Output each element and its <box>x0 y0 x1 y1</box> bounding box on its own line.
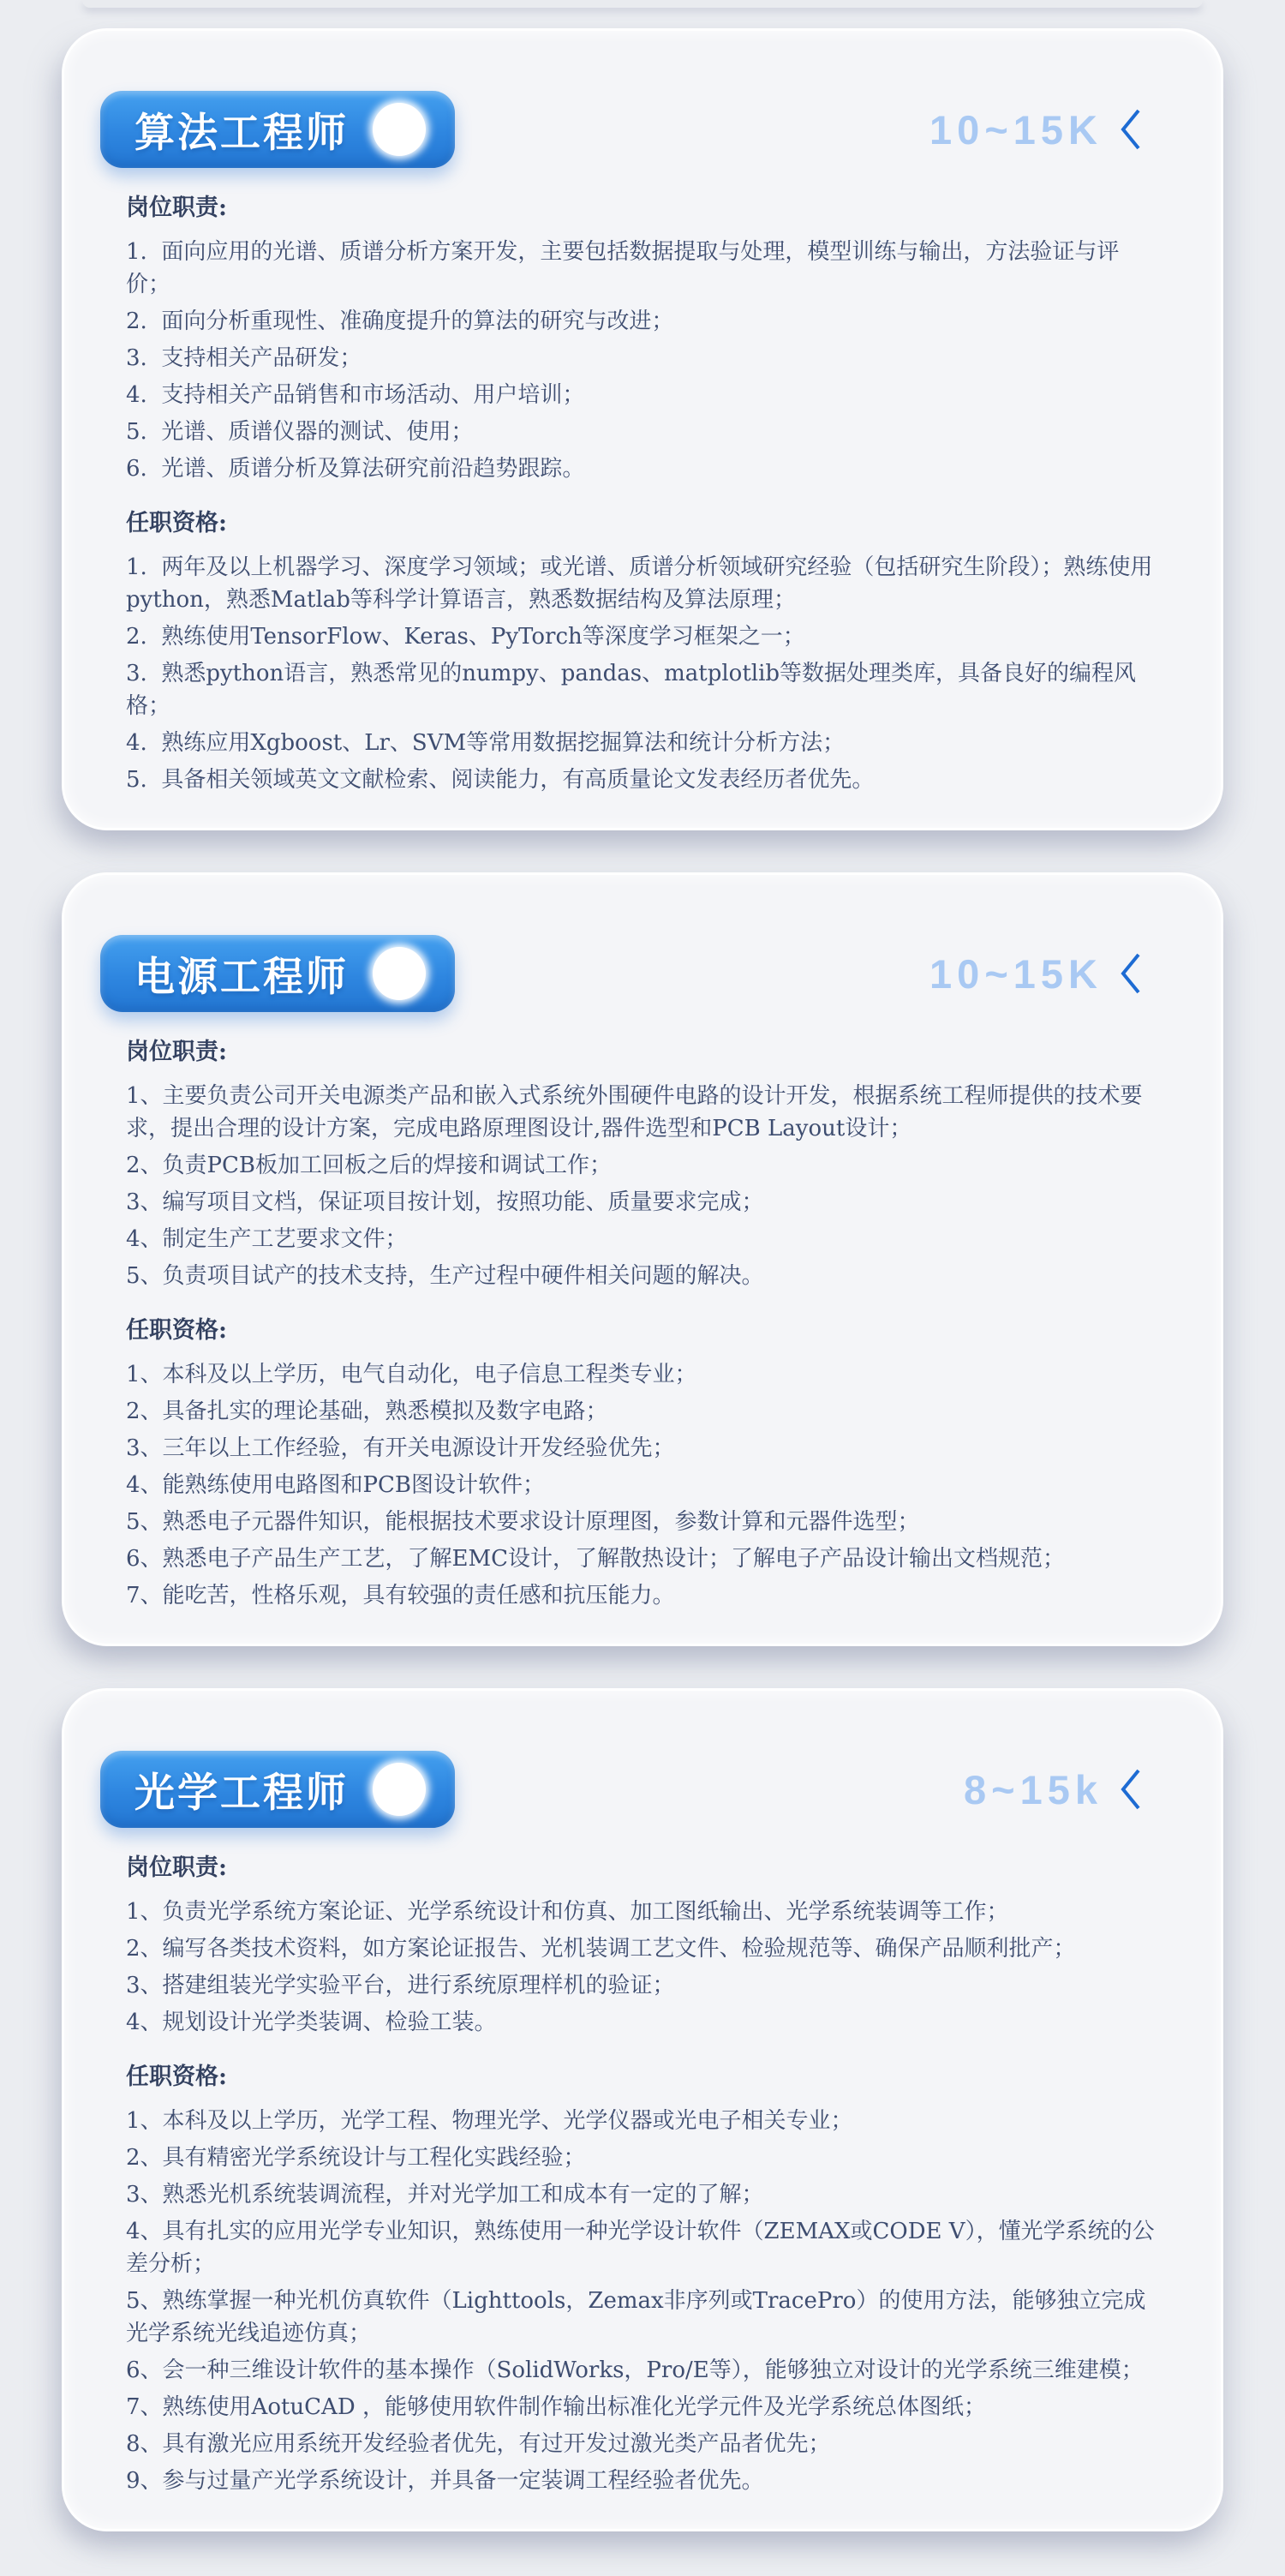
requirements-heading: 任职资格: <box>126 510 227 536</box>
chevron-left-icon[interactable] <box>1118 950 1142 997</box>
requirement-item: 1. 两年及以上机器学习、深度学习领域；或光谱、质谱分析领域研究经验（包括研究生阶段）；熟练使用python，熟悉Matlab等科学计算语言，熟悉数据结构及算法原理； <box>126 554 1153 613</box>
job-title-badge <box>100 91 455 168</box>
requirement-item: 1、本科及以上学历，电气自动化，电子信息工程类专业； <box>126 1362 697 1387</box>
requirements-heading: 任职资格: <box>126 1317 227 1344</box>
duty-item: 6. 光谱、质谱分析及算法研究前沿趋势跟踪。 <box>126 456 585 482</box>
requirements-list <box>126 2105 1159 2497</box>
requirement-item: 2、具有精密光学系统设计与工程化实践经验； <box>126 2145 586 2171</box>
job-card-body <box>64 1828 1221 2529</box>
requirements-heading: 任职资格: <box>126 2064 227 2090</box>
duties-heading: 岗位职责: <box>126 195 227 221</box>
requirement-item: 5、熟悉电子元器件知识，能根据技术要求设计原理图，参数计算和元器件选型； <box>126 1509 920 1535</box>
requirement-item: 7、熟练使用AotuCAD ，能够使用软件制作输出标准化光学元件及光学系统总体图纸； <box>126 2394 986 2420</box>
duties-heading: 岗位职责: <box>126 1039 227 1065</box>
requirement-item: 3、熟悉光机系统装调流程，并对光学加工和成本有一定的了解； <box>126 2182 764 2208</box>
badge-circle-icon <box>373 1763 426 1816</box>
previous-card-bottom-edge <box>82 0 1203 8</box>
duties-heading: 岗位职责: <box>126 1854 227 1881</box>
requirement-item: 5. 具备相关领域英文文献检索、阅读能力，有高质量论文发表经历者优先。 <box>126 767 875 793</box>
job-card-optical-engineer <box>64 1691 1221 2529</box>
salary-label: 10~15K <box>929 106 1103 153</box>
job-card-body <box>64 1012 1221 1644</box>
job-title-badge <box>100 935 455 1012</box>
requirement-item: 9、参与过量产光学系统设计，并具备一定装调工程经验者优先。 <box>126 2468 764 2494</box>
job-card-body <box>64 168 1221 828</box>
duty-item: 3. 支持相关产品研发； <box>126 345 362 371</box>
requirement-item: 7、能吃苦，性格乐观，具有较强的责任感和抗压能力。 <box>126 1583 675 1609</box>
requirement-item: 4、具有扎实的应用光学专业知识，熟练使用一种光学设计软件（ZEMAX或CODE V），懂光学系统的公差分析； <box>126 2219 1155 2277</box>
chevron-left-icon[interactable] <box>1118 1766 1142 1812</box>
requirement-item: 4、能熟练使用电路图和PCB图设计软件； <box>126 1472 546 1498</box>
requirement-item: 6、会一种三维设计软件的基本操作（SolidWorks，Pro/E等），能够独立对设计的光学系统三维建模； <box>126 2357 1144 2383</box>
requirement-item: 8、具有激光应用系统开发经验者优先，有过开发过激光类产品者优先； <box>126 2431 831 2457</box>
requirement-item: 6、熟悉电子产品生产工艺，了解EMC设计，了解散热设计；了解电子产品设计输出文档规范； <box>126 1546 1066 1572</box>
job-card-power-engineer <box>64 875 1221 1644</box>
duty-item: 1、主要负责公司开关电源类产品和嵌入式系统外围硬件电路的设计开发，根据系统工程师提供的技术要求，提出合理的设计方案，完成电路原理图设计,器件选型和PCB Layout设计； <box>126 1083 1143 1141</box>
duty-item: 5、负责项目试产的技术支持，生产过程中硬件相关问题的解决。 <box>126 1263 764 1289</box>
job-card-header <box>64 1691 1221 1828</box>
duties-list <box>126 1896 1159 2039</box>
salary-label: 8~15k <box>963 1766 1103 1812</box>
duties-list <box>126 1080 1159 1292</box>
duty-item: 3、搭建组装光学实验平台，进行系统原理样机的验证； <box>126 1973 675 1998</box>
duty-item: 4、规划设计光学类装调、检验工装。 <box>126 2010 497 2035</box>
duty-item: 1、负责光学系统方案论证、光学系统设计和仿真、加工图纸输出、光学系统装调等工作； <box>126 1899 1009 1925</box>
duty-item: 5. 光谱、质谱仪器的测试、使用； <box>126 419 474 445</box>
badge-circle-icon <box>373 947 426 1000</box>
requirement-item: 4. 熟练应用Xgboost、Lr、SVM等常用数据挖掘算法和统计分析方法； <box>126 730 846 756</box>
badge-circle-icon <box>373 103 426 156</box>
duty-item: 3、编写项目文档，保证项目按计划，按照功能、质量要求完成； <box>126 1189 764 1215</box>
duty-item: 1. 面向应用的光谱、质谱分析方案开发，主要包括数据提取与处理，模型训练与输出，方法验证与评价； <box>126 239 1120 297</box>
requirement-item: 2. 熟练使用TensorFlow、Keras、PyTorch等深度学习框架之一； <box>126 624 805 650</box>
requirement-item: 5、熟练掌握一种光机仿真软件（Lighttools，Zemax非序列或TracePro）的使用方法，能够独立完成光学系统光线追迹仿真； <box>126 2288 1146 2346</box>
salary-label: 10~15K <box>929 950 1103 997</box>
duty-item: 2. 面向分析重现性、准确度提升的算法的研究与改进； <box>126 309 674 334</box>
duty-item: 4、制定生产工艺要求文件； <box>126 1226 408 1252</box>
requirements-list <box>126 1358 1159 1612</box>
requirement-item: 3. 熟悉python语言，熟悉常见的numpy、pandas、matplotlib等数据处理类库，具备良好的编程风格； <box>126 661 1137 719</box>
requirement-item: 2、具备扎实的理论基础，熟悉模拟及数字电路； <box>126 1399 608 1424</box>
salary-group <box>964 1766 1142 1813</box>
job-title-label: 光学工程师 <box>134 1769 349 1815</box>
duty-item: 4. 支持相关产品销售和市场活动、用户培训； <box>126 382 585 408</box>
duty-item: 2、编写各类技术资料，如方案论证报告、光机装调工艺文件、检验规范等、确保产品顺利批产； <box>126 1936 1076 1962</box>
duties-list <box>126 236 1159 485</box>
requirement-item: 3、三年以上工作经验，有开关电源设计开发经验优先； <box>126 1435 675 1461</box>
requirements-list <box>126 551 1159 796</box>
job-card-header <box>64 875 1221 1012</box>
salary-group <box>929 950 1142 997</box>
job-title-label: 算法工程师 <box>134 109 349 155</box>
job-card-algorithm-engineer <box>64 31 1221 828</box>
duty-item: 2、负责PCB板加工回板之后的焊接和调试工作； <box>126 1153 613 1178</box>
job-title-badge <box>100 1751 455 1828</box>
requirement-item: 1、本科及以上学历，光学工程、物理光学、光学仪器或光电子相关专业； <box>126 2108 853 2134</box>
chevron-left-icon[interactable] <box>1118 106 1142 153</box>
job-card-header <box>64 31 1221 168</box>
salary-group <box>929 106 1142 153</box>
job-title-label: 电源工程师 <box>134 953 349 999</box>
